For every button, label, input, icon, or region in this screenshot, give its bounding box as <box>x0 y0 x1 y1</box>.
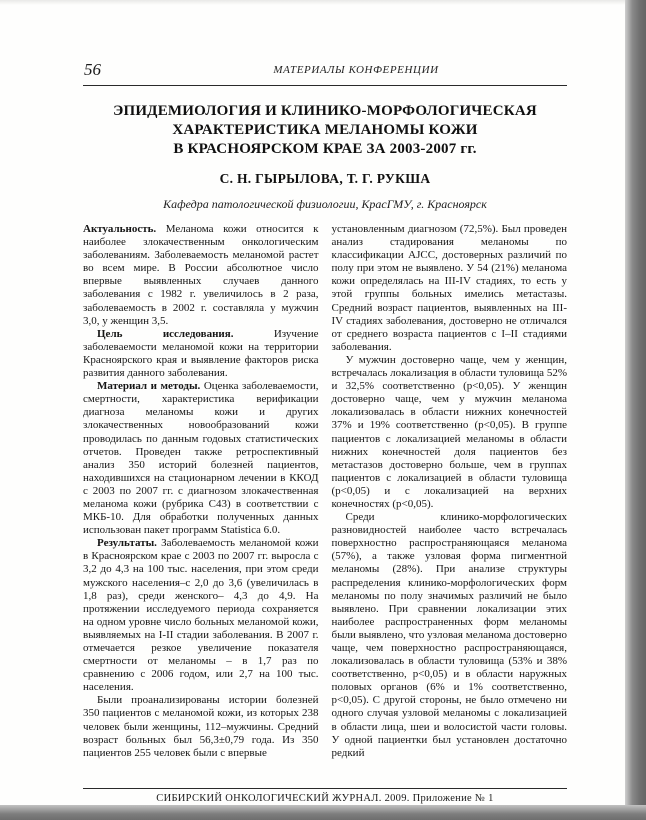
paragraph-lead: Материал и методы. <box>97 380 201 393</box>
header-rule <box>83 85 567 86</box>
paragraph-material-metody <box>83 380 319 537</box>
paragraph-text: Оценка заболеваемости, смертности, характеристика верификации диагноза меланомы кожи и других злокачественных новообразований кожи проводилась по данным годовых статистических отчетов. Проведен также ретроспективный анализ 350 историй болезней пациентов, находившихся на стационарном лечении в ККОД с 2003 по 2007 гг. с диагнозом злокачественная меланома кожи (рубрика С43) в соответствии с МКБ-10. Для обработки полученных данных использован пакет программ Statistica 6.0. <box>83 380 319 537</box>
paragraph-lokalizatsiya <box>332 354 568 511</box>
paragraph-rezultaty <box>83 537 319 694</box>
column-right <box>332 223 568 760</box>
paragraph-text: установленным диагнозом (72,5%). Был проведен анализ стадирования меланомы по классификации AJCC, достоверных различий по полу при этом не выявлено. У 54 (21%) меланома кожи определялась на III-IV стадиях, то есть у этой группы больных имелись метастазы. Средний возраст пациентов, выявленных на III-IV стадиях заболевания, достоверно не отличался от среднего возраста пациентов с I–II стадиями заболевания. <box>331 223 567 353</box>
paragraph-raznovidnosti <box>332 511 568 760</box>
article-title-line-3: В КРАСНОЯРСКОМ КРАЕ ЗА 2003-2007 гг. <box>173 141 477 157</box>
paragraph-text: Изучение заболеваемости меланомой кожи на территории Красноярского края и выявление факторов риска развития данного заболевания. <box>83 327 319 380</box>
paragraph-text: Заболеваемость меланомой кожи в Красноярском крае с 2003 по 2007 гг. выросла с 3,2 до 4,3 на 100 тыс. населения, при этом среди мужского населения–с 2,0 до 3,6 (увеличилась в 1,8 раз), среди женского– 4,3 до 4,9. На протяжении исследуемого периода сохраняется на одном уровне число больных меланомой кожи, выявляемых на I-II стадии заболевания. В 2007 г. отмечается резкое увеличение показателя смертности от меланомы – в 1,7 раз по сравнению с 2006 годом, или 2,7 на 100 тыс. населения. <box>83 537 319 694</box>
paragraph-text: Меланома кожи относится к наиболее злокачественным онкологическим заболеваниям. Заболеваемость меланомой растет во всем мире. В России абсолютное число впервые выявленных случаев данного заболевания с 1982 г. увеличилось в 2 раза, заболеваемость в 2002 г. составляла у мужчин 3,0, у женщин 3,5. <box>83 223 319 327</box>
paragraph-aktualnost <box>83 223 319 328</box>
article-affiliation: Кафедра патологической физиологии, КрасГМУ, г. Красноярск <box>163 197 487 211</box>
article-body <box>83 223 567 760</box>
paragraph-lead: Цель исследования. <box>97 327 234 340</box>
paragraph-tsel <box>83 328 319 380</box>
paragraph-lead: Актуальность. <box>83 223 157 235</box>
column-left <box>83 223 319 760</box>
scan-shadow-top <box>0 0 646 5</box>
footer-text: СИБИРСКИЙ ОНКОЛОГИЧЕСКИЙ ЖУРНАЛ. 2009. Приложение № 1 <box>156 793 494 804</box>
article-title-line-1: ЭПИДЕМИОЛОГИЯ И КЛИНИКО-МОРФОЛОГИЧЕСКАЯ <box>113 103 537 119</box>
article-title <box>83 102 567 159</box>
running-head: МАТЕРИАЛЫ КОНФЕРЕНЦИИ <box>273 64 439 76</box>
footer-rule <box>83 788 567 789</box>
paragraph-istorii-boleznei <box>83 694 319 759</box>
page-number: 56 <box>84 60 101 79</box>
article-authors: С. Н. ГЫРЫЛОВА, Т. Г. РУКША <box>219 171 431 186</box>
paragraph-diagnoz-continuation <box>332 223 568 354</box>
paragraph-text: У мужчин достоверно чаще, чем у женщин, встречалась локализация в области туловища 52% и 32,5% соответственно (р<0,05). У женщин достоверно чаще, чем у мужчин меланома локализовалась в области нижних конечностей 37% и 19% соответственно (р<0,05). В группе пациентов с локализацией меланомы в области нижних конечностей доля пациентов без метастазов достоверно больше, чем в группах пациентов с локализацией в области туловища (р<0,05) и с локализацией на верхних конечностях (р<0,05). <box>331 353 567 510</box>
scan-shadow-right <box>625 0 646 820</box>
paragraph-text: Были проанализированы истории болезней 350 пациентов с меланомой кожи, из которых 238 человек были женщины, 112–мужчины. Средний возраст больных был 56,3±0,79 года. Из 350 пациентов 255 человек были с впервые <box>83 694 319 759</box>
paragraph-lead: Результаты. <box>97 537 157 550</box>
scan-shadow-bottom <box>0 805 646 820</box>
article-title-line-2: ХАРАКТЕРИСТИКА МЕЛАНОМЫ КОЖИ <box>172 122 478 138</box>
paragraph-text: Среди клинико-морфологических разновидностей наиболее часто встречалась поверхностно распространяющаяся меланома (57%), а также узловая форма пигментной меланомы (28%). При анализе структуры распределения клинико-морфологических форм меланомы по полу значимых различий не было выявлено. При сравнении локализации этих наиболее распространенных форм меланомы были выявлено, что узловая меланома достоверно чаще, чем поверхностно распространяющаяся, локализовалась в области туловища (53% и 38% соответственно, р<0,05) и в области наружных половых органов (6% и 1% соответственно, р<0,05). С другой стороны, не было отмечено ни одного случая узловой меланомы с локализацией в области лица, шеи и волосистой части головы. У одной пациентки был установлен достаточно редкий <box>331 511 567 759</box>
